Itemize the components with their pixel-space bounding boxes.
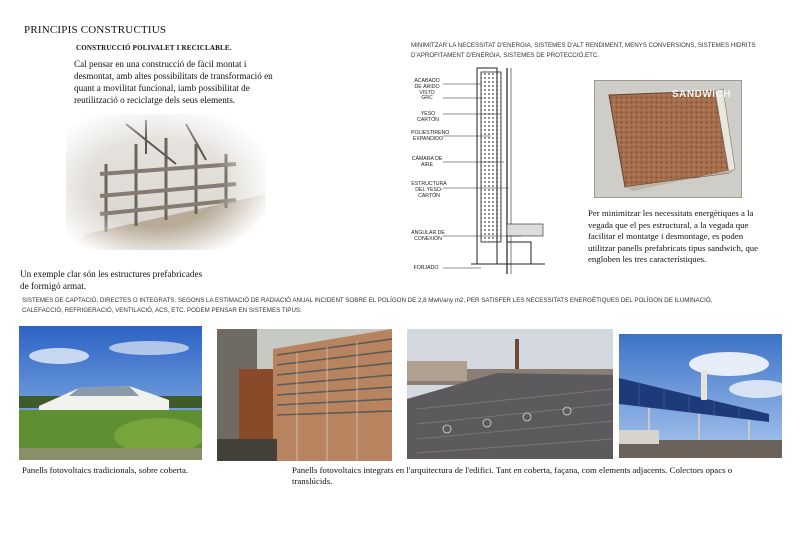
- caption-integrated-pv: Panells fotovoltaics integrats en l'arquitectura de l'edifici. Tant en coberta, façana, com elements adjacents. Colectors opacs o translúcids.: [292, 465, 733, 486]
- canopy-pv-illustration: [619, 334, 782, 458]
- energy-caption: MINIMITZAR LA NECESSITAT D'ENERGIA, SISTEMES D'ALT RENDIMENT, MENYS CONVERSIONS, SISTEMES HIDRITS D'APROFITAMENT D'ENERGIA, SISTEMES DE PROTECCIÓ,ETC.: [411, 42, 756, 59]
- intro-paragraph: Cal pensar en una construcció de fàcil montat i desmontat, amb altes possibilitats de transformació en quant a movilitat funcional, iamb possibilitat de reutilització o reciclatge dels seus elements.: [74, 59, 273, 105]
- diagram-label-slab: FORJADO: [413, 265, 439, 271]
- caption-traditional-pv: Panells fotovoltaics tradicionals, sobre coberta.: [22, 465, 189, 475]
- diagram-label-grc: GRC: [421, 95, 433, 101]
- example-paragraph: Un exemple clar són les estructures prefabricades de formigó armat.: [20, 269, 203, 291]
- sandwich-paragraph: Per minimitzar les necessitats energètiques a la vegada que el pes estructural, a la vegada que facilitar el montatge i desmontage, es poden utilitzar panells prefabricats tipus sandwich, que engloben les tres característiques.: [588, 208, 759, 264]
- roof-pv-photo: [407, 329, 613, 459]
- systems-caption: SISTEMES DE CAPTACIÓ, DIRECTES O INTEGRATS. SEGONS LA ESTIMACIÓ DE RADIACIÓ ANUAL INCIDENT SOBRE EL POLÍGON DE 2,8 Mwh/any m2, PER SATISFER LES NECESSITATS ENERGÈTIQUES DEL POLÍGON DE ILUMINACIÓ, CALEFACCIÓ, REFRIGERACIÓ, VENTILACIÓ, ACS, ETC. PODEM PENSAR EN SISTEMES TIPUS:: [22, 297, 713, 314]
- sandwich-label: SANDWICH: [672, 89, 731, 100]
- sandwich-panel-photo: [594, 80, 742, 198]
- diagram-label-polystyrene: POLIESTIRENO EXPANDIDO: [411, 130, 450, 142]
- diagram-label-air-chamber: CÁMARA DE AIRE: [411, 156, 443, 168]
- roof-pv-illustration: [407, 329, 613, 459]
- facade-pv-illustration: [217, 329, 392, 461]
- canopy-pv-photo: [619, 334, 782, 458]
- section-subtitle: CONSTRUCCIÓ POLIVALET I RECICLABLE.: [76, 44, 232, 52]
- traditional-pv-photo: [19, 326, 202, 460]
- page-title: PRINCIPIS CONSTRUCTIUS: [24, 24, 167, 36]
- diagram-label-aggregate: ACABADO DE ÁRIDO VISTO: [414, 78, 440, 96]
- traditional-pv-illustration: [19, 326, 202, 460]
- diagram-label-structure: ESTRUCTURA DEL YESO-CARTÓN: [411, 181, 447, 199]
- diagram-label-angle: ANGULAR DE CONEXIÓN: [411, 230, 445, 242]
- wall-section-diagram: [411, 64, 551, 280]
- diagram-label-plasterboard: YESO CARTÓN: [417, 111, 439, 123]
- facade-pv-photo: [217, 329, 392, 461]
- prefab-structure-photo: [66, 114, 266, 250]
